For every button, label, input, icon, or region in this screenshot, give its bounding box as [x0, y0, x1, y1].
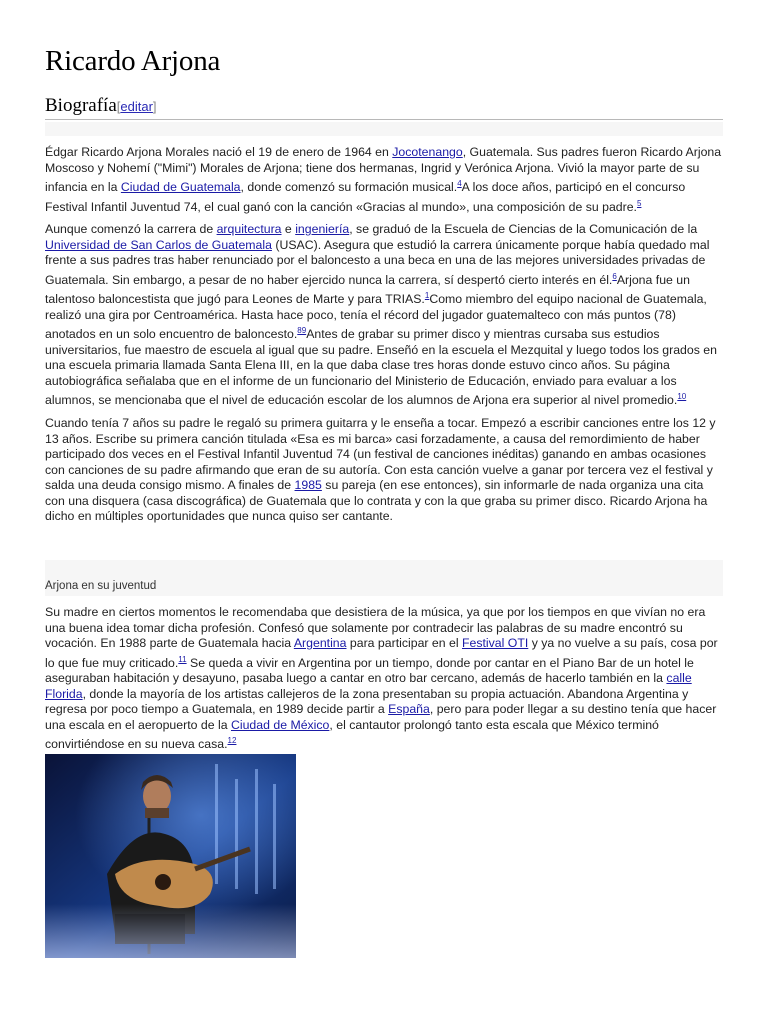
link-espana[interactable]: España	[388, 702, 430, 717]
concert-photo-illustration	[45, 754, 296, 958]
reference-89[interactable]: 89	[297, 326, 307, 336]
link-festival-oti[interactable]: Festival OTI	[462, 636, 529, 650]
section-heading-biografia	[45, 95, 723, 120]
reference-5[interactable]: 5	[636, 198, 642, 208]
paragraph-3: Cuando tenía 7 años su padre le regaló su primera guitarra y le enseña a tocar. Empezó a escribir canciones entre los 12 y 13 años. Escribe su primera canción titulada «Esa es mi barca» casi forzadamente, a causa del remordimiento de haber participado dos veces en el Festival Infantil Juventud 74 (un festival de canciones inéditas) ganando en ambas ocasiones con canciones de su padre afirmando que eran de su autoría. Con esta canción vuelve a ganar por tercera vez el festival y salda una deuda consigo mismo. A finales de 1985 su pareja (en ese entonces), sin informarle de nada organiza una cita con una disquera (casa discográfica) de Guatemala que lo contrata y con la que graba su primer disco. Ricardo Arjona ha dicho en múltiples oportunidades que nunca quiso ser cantante.	[45, 416, 716, 524]
top-band	[45, 122, 723, 136]
body-part-2	[45, 605, 723, 760]
edit-link[interactable]: editar	[120, 99, 153, 114]
paragraph-4: Su madre en ciertos momentos le recomendaba que desistiera de la música, ya que por los tiempos en que vivían no era una buena idea tomar dicha profesión. Confesó que solamente por contradecir las palabras de su madre encontró su vocación. En 1988 parte de Guatemala hacia Argentina para participar en el Festival OTI y ya no vuelve a su país, cosa por lo que fue muy criticado.$^{11}$ Se queda a vivir en Argentina por un tiempo, donde por cantar en el Piano Bar de un hotel le aseguraban habitación y desayuno, pasaba luego a cantar en otro bar cercano, además de hacerlo también en la calle Florida, donde la mayoría de los artistas callejeros de la zona presentaban su propia actuación. Abandona Argentina y regresa por poco tiempo a Guatemala, en 1989 decide partir a España, pero para poder llegar a su destino tenía que hacer una escala en el aeropuerto de la Ciudad de México, el cantautor prolongó tanto esta escala que México terminó convirtiéndose en su nueva casa.$^{12}$	[45, 605, 718, 752]
reference-4[interactable]: 4	[457, 179, 462, 188]
edit-section: [editar]	[116, 99, 157, 114]
section-title: Biografía	[45, 95, 117, 116]
photo-arjona-guitar	[45, 754, 296, 958]
page-title: Ricardo Arjona	[45, 45, 221, 77]
link-argentina[interactable]: Argentina	[293, 636, 347, 650]
reference-12[interactable]: 12	[227, 736, 237, 746]
reference-10[interactable]: 10	[677, 392, 687, 402]
reference-6[interactable]: 6	[612, 271, 617, 281]
image-caption: Arjona en su juventud	[45, 580, 157, 592]
reference-1[interactable]: 1	[424, 291, 430, 301]
link-arquitectura[interactable]: arquitectura	[216, 222, 282, 237]
paragraph-2: Aunque comenzó la carrera de arquitectura e ingeniería, se graduó de la Escuela de Ciencias de la Comunicación de la Universidad de San Carlos de Guatemala (USAC). Asegura que estudió la carrera únicamente porque había quedado mal frente a sus padres tras haber renunciado por el baloncesto a una beca en una de las mejores universidades privadas de Guatemala. Sin embargo, a pesar de no haber ejercido nunca la carrera, sí despertó cierto interés en él.$^6$Arjona fue un talentoso baloncestista que jugó para Leones de Marte y para TRIAS.$^1$Como miembro del equipo nacional de Guatemala, realizó una gira por Centroamérica. Hasta hace poco, tenía el récord del jugador guatemalteco con más puntos (78) anotados en un solo encuentro de baloncesto.$^{89}$Antes de grabar su primer disco y mientras cursaba sus estudios universitarios, fue maestro de escuela al igual que su padre. Enseñó en la escuela el Mezquital y luego todos los grados en una escuela primaria llamada Santa Elena III, en la que daba clase tres horas donde estuvo cinco años. Su página autobiográfica señalaba que en el informe de un funcionario del Ministerio de Educación, enviado para evaluar a los alumnos, se mencionaba que el nivel de educación escolar de los alumnos de Arjona era superior al nivel promedio.$^{10}$	[45, 222, 717, 408]
reference-11[interactable]: 11	[178, 654, 187, 664]
link-1985[interactable]: 1985	[294, 478, 322, 493]
link-ingenieria[interactable]: ingeniería	[295, 222, 350, 237]
body-part-1	[45, 145, 723, 532]
paragraph-1: Édgar Ricardo Arjona Morales nació el 19 de enero de 1964 en Jocotenango, Guatemala. Sus padres fueron Ricardo Arjona Moscoso y Nohemí ("Mimi") Morales de Arjona; tiene dos hermanas, Ingrid y Verónica Arjona. Vivió la mayor parte de su infancia en la Ciudad de Guatemala, donde comenzó su formación musical.$^4$A los doce años, participó en el concurso Festival Infantil Juventud 74, el cual ganó con la canción «Gracias al mundo», una composición de su padre.$^5$	[45, 145, 722, 214]
link-calle-florida[interactable]: calle Florida	[45, 671, 692, 701]
link-usac[interactable]: Universidad de San Carlos de Guatemala	[45, 237, 272, 252]
link-ciudad-de-mexico[interactable]: Ciudad de México	[230, 717, 330, 732]
link-jocotenango[interactable]: Jocotenango	[392, 145, 463, 159]
link-ciudad-de-guatemala[interactable]: Ciudad de Guatemala	[120, 180, 241, 195]
